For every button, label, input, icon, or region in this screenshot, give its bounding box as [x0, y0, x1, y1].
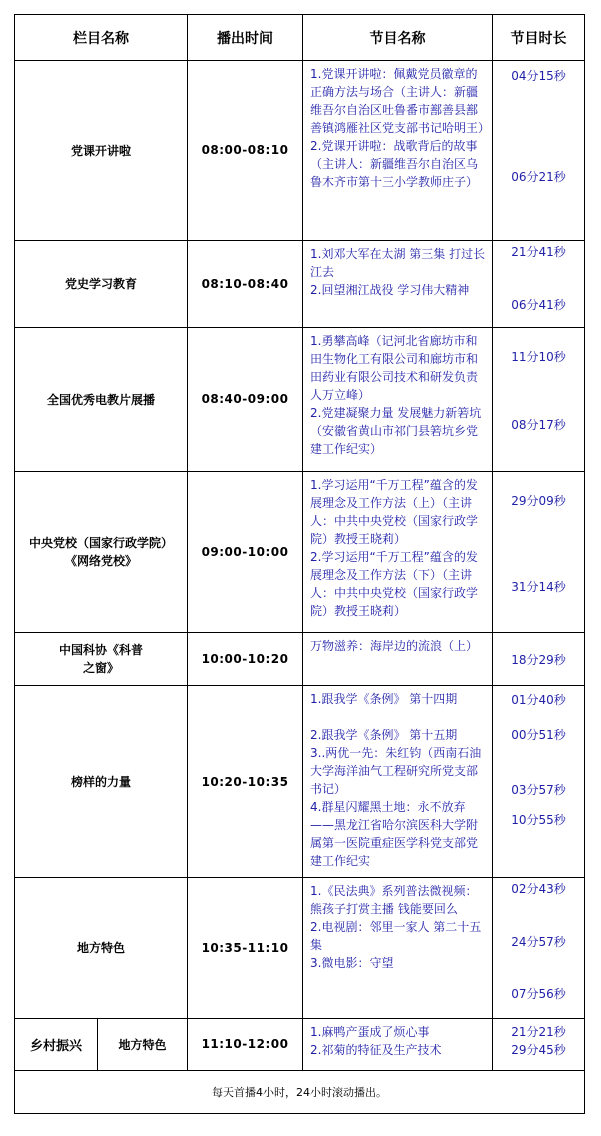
table-row [15, 471, 585, 633]
program-item: 2.跟我学《条例》 第十五期 [310, 728, 458, 743]
duration-item: 11分10秒 [511, 350, 566, 365]
schedule-table [14, 14, 585, 1114]
header-duration: 节目时长 [493, 15, 585, 61]
program-cell [303, 240, 493, 327]
column-name: 党课开讲啦 [15, 61, 188, 241]
duration-cell [493, 471, 585, 633]
program-item: 2.学习运用“千万工程”蕴含的发展理念及工作方法（下）（主讲人：中共中央党校（国家行政学院）教授王晓莉） [310, 549, 479, 618]
duration-item: 31分14秒 [511, 579, 566, 594]
table-row [15, 1018, 585, 1070]
table-row [15, 328, 585, 472]
duration-item: 10分55秒 [511, 813, 566, 828]
table-row [15, 686, 585, 878]
column-name [15, 633, 188, 686]
duration-item: 03分57秒 [511, 783, 566, 798]
program-item: 1.跟我学《条例》 第十四期 [310, 692, 458, 707]
program-item: 2.党建凝聚力量 发展魅力新箬坑（安徽省黄山市祁门县箬坑乡党建工作纪实） [310, 406, 482, 457]
duration-item: 29分09秒 [511, 493, 566, 508]
program-item: 万物滋养：海岸边的流浪（上） [310, 639, 479, 654]
column-name: 全国优秀电教片展播 [15, 328, 188, 472]
duration-item: 06分21秒 [511, 170, 566, 185]
duration-item: 18分29秒 [511, 652, 566, 667]
program-cell [303, 328, 493, 472]
air-time: 08:40-09:00 [188, 328, 303, 472]
program-cell [303, 633, 493, 686]
column-name [15, 471, 188, 633]
header-program: 节目名称 [303, 15, 493, 61]
duration-item: 04分15秒 [511, 69, 566, 84]
duration-item: 06分41秒 [511, 297, 566, 312]
header-time: 播出时间 [188, 15, 303, 61]
column-subname: 地方特色 [98, 1018, 188, 1070]
air-time: 08:00-08:10 [188, 61, 303, 241]
program-item: 1.麻鸭产蛋成了烦心事 [310, 1024, 430, 1039]
column-name-text: 中央党校（国家行政学院）《网络党校》 [28, 535, 173, 568]
duration-item: 29分45秒 [511, 1042, 566, 1057]
duration-item: 21分21秒 [511, 1024, 566, 1039]
duration-item: 24分57秒 [511, 935, 566, 950]
air-time: 10:20-10:35 [188, 686, 303, 878]
duration-item: 01分40秒 [511, 693, 566, 708]
footer-note: 每天首播4小时，24小时滚动播出。 [15, 1070, 585, 1113]
program-item: 4.群星闪耀黑土地：永不放弃——黑龙江省哈尔滨医科大学附属第一医院重症医学科党支部党建工作纪实 [310, 800, 479, 869]
duration-item: 02分43秒 [511, 882, 566, 897]
duration-item: 21分41秒 [511, 244, 566, 259]
program-item: 3.微电影：守望 [310, 956, 394, 971]
program-item: 2.电视剧：邻里一家人 第二十五集 [310, 920, 482, 953]
program-item: 1.学习运用“千万工程”蕴含的发展理念及工作方法（上）（主讲人：中共中央党校（国家行政学院）教授王晓莉） [310, 477, 479, 546]
footer-row [15, 1070, 585, 1113]
program-cell [303, 61, 493, 241]
column-name-text: 中国科协《科普之窗》 [58, 643, 143, 676]
column-name: 榜样的力量 [15, 686, 188, 878]
table-row [15, 240, 585, 327]
program-item: 2.回望湘江战役 学习伟大精神 [310, 282, 470, 297]
duration-item: 07分56秒 [511, 987, 566, 1002]
duration-item: 00分51秒 [511, 728, 566, 743]
table-row [15, 633, 585, 686]
header-row [15, 15, 585, 61]
duration-item: 08分17秒 [511, 418, 566, 433]
program-cell [303, 471, 493, 633]
program-item: 2.祁菊的特征及生产技术 [310, 1042, 442, 1057]
table-row [15, 878, 585, 1019]
duration-cell [493, 633, 585, 686]
duration-cell [493, 61, 585, 241]
program-item: 2.党课开讲啦：战歌背后的故事（主讲人：新疆维吾尔自治区乌鲁木齐市第十三小学教师庄子） [310, 139, 479, 190]
duration-cell [493, 328, 585, 472]
duration-cell [493, 240, 585, 327]
duration-cell [493, 686, 585, 878]
program-cell [303, 878, 493, 1019]
table-row [15, 61, 585, 241]
program-item: 3..两优一先：朱红钧（西南石油大学海洋油气工程研究所党支部书记） [310, 746, 482, 797]
air-time: 09:00-10:00 [188, 471, 303, 633]
column-name: 乡村振兴 [15, 1018, 98, 1070]
column-name: 地方特色 [15, 878, 188, 1019]
duration-cell [493, 1018, 585, 1070]
program-item: 1.党课开讲啦：佩戴党员徽章的正确方法与场合（主讲人：新疆维吾尔自治区吐鲁番市鄯善县鄯善镇鸿雁社区党支部书记哈明王） [310, 67, 491, 136]
program-item: 1.刘邓大军在太湖 第三集 打过长江去 [310, 246, 486, 279]
program-cell [303, 686, 493, 878]
air-time: 08:10-08:40 [188, 240, 303, 327]
air-time: 10:00-10:20 [188, 633, 303, 686]
program-item: 1.《民法典》系列普法微视频：熊孩子打赏主播 钱能要回么 [310, 884, 478, 917]
air-time: 11:10-12:00 [188, 1018, 303, 1070]
air-time: 10:35-11:10 [188, 878, 303, 1019]
header-name: 栏目名称 [15, 15, 188, 61]
duration-cell [493, 878, 585, 1019]
program-cell [303, 1018, 493, 1070]
program-item: 1.勇攀高峰（记河北省廊坊市和田生物化工有限公司和廊坊市和田药业有限公司技术和研发负责人万立峰） [310, 334, 479, 403]
column-name: 党史学习教育 [15, 240, 188, 327]
